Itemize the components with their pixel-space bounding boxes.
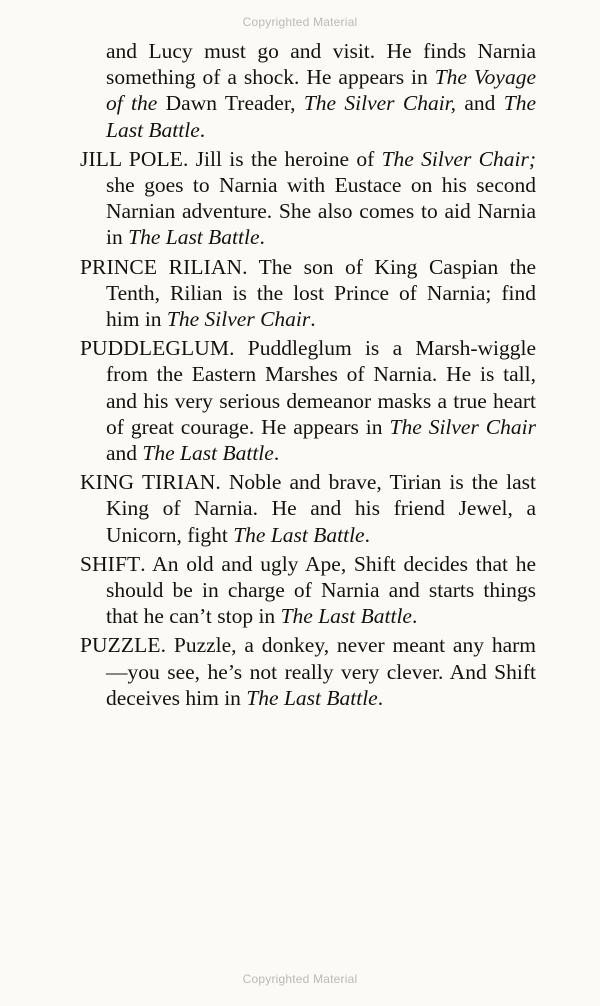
entry-name: PUDDLEGLUM: [80, 336, 230, 361]
entry-shift: [80, 551, 536, 630]
text-run: .: [364, 522, 370, 547]
watermark-top: Copyrighted Material: [242, 15, 358, 29]
entry-name: JILL POLE: [80, 146, 183, 171]
text-run: .: [310, 307, 316, 332]
text-run: . An old and ugly Ape, Shift decides that he should be in charge of Narnia and starts things that he can’t stop in: [106, 551, 536, 629]
text-run: she goes to Narnia with Eustace on his second Narnian adventure. She also comes to aid Narnia in: [106, 173, 536, 250]
text-run: .: [377, 685, 384, 710]
entry-puddleglum: [80, 335, 536, 466]
entry-prince-rilian: [80, 254, 536, 333]
text-run: Dawn Treader,: [157, 91, 304, 116]
watermark-bottom: Copyrighted Material: [242, 972, 358, 986]
text-run: and Lucy must go and visit. He finds Narnia something of a shock. He appears in: [106, 39, 536, 90]
book-title: The Silver Chair,: [303, 91, 457, 116]
entry-jill-pole: [80, 146, 536, 251]
text-run: . The son of King Caspian the Tenth, Rilian is the lost Prince of Narnia; find him in: [106, 254, 536, 332]
entry-puzzle: [80, 632, 536, 711]
book-title: The Last Battle: [128, 225, 260, 250]
entry-name: PRINCE RILIAN: [80, 254, 243, 279]
entry-text: [106, 552, 536, 628]
text-run: . Puddleglum is a Marsh-wiggle from the Eastern Marshes of Narnia. He is tall, and his very serious demeanor masks a true heart of great courage. He appears in: [106, 336, 536, 439]
book-title: The Silver Chair: [166, 307, 311, 332]
text-run: and: [106, 441, 143, 466]
book-title: The Last Battle: [233, 522, 365, 547]
entry-eustace-continued: [80, 38, 536, 143]
text-run: . Jill is the heroine of: [182, 146, 382, 171]
text-run: .: [259, 225, 265, 250]
entry-text: [106, 39, 536, 142]
book-title: The Silver Chair: [389, 414, 536, 439]
book-title: The Last Battle: [106, 91, 536, 142]
book-title: The Last Battle: [142, 441, 274, 466]
book-title: The Last Battle: [246, 685, 378, 710]
entry-text: [106, 633, 536, 709]
character-glossary: [80, 38, 536, 714]
book-title: The Last Battle: [280, 604, 412, 629]
entry-name: PUZZLE: [80, 633, 161, 658]
text-run: .: [411, 604, 418, 629]
book-title: The Voyage of the: [106, 65, 536, 116]
text-run: . Noble and brave, Tirian is the last King of Narnia. He and his friend Jewel, a Unicorn, fight: [106, 470, 536, 547]
text-run: .: [273, 441, 280, 466]
book-title: The Silver Chair;: [381, 146, 536, 171]
entry-name: KING TIRIAN: [80, 470, 216, 495]
text-run: and: [456, 91, 504, 116]
entry-name: SHIFT: [80, 551, 141, 576]
entry-king-tirian: [80, 469, 536, 548]
text-run: . Puzzle, a donkey, never meant any harm—you see, he’s not really very clever. And Shift deceives him in: [106, 633, 536, 710]
text-run: .: [199, 117, 206, 142]
